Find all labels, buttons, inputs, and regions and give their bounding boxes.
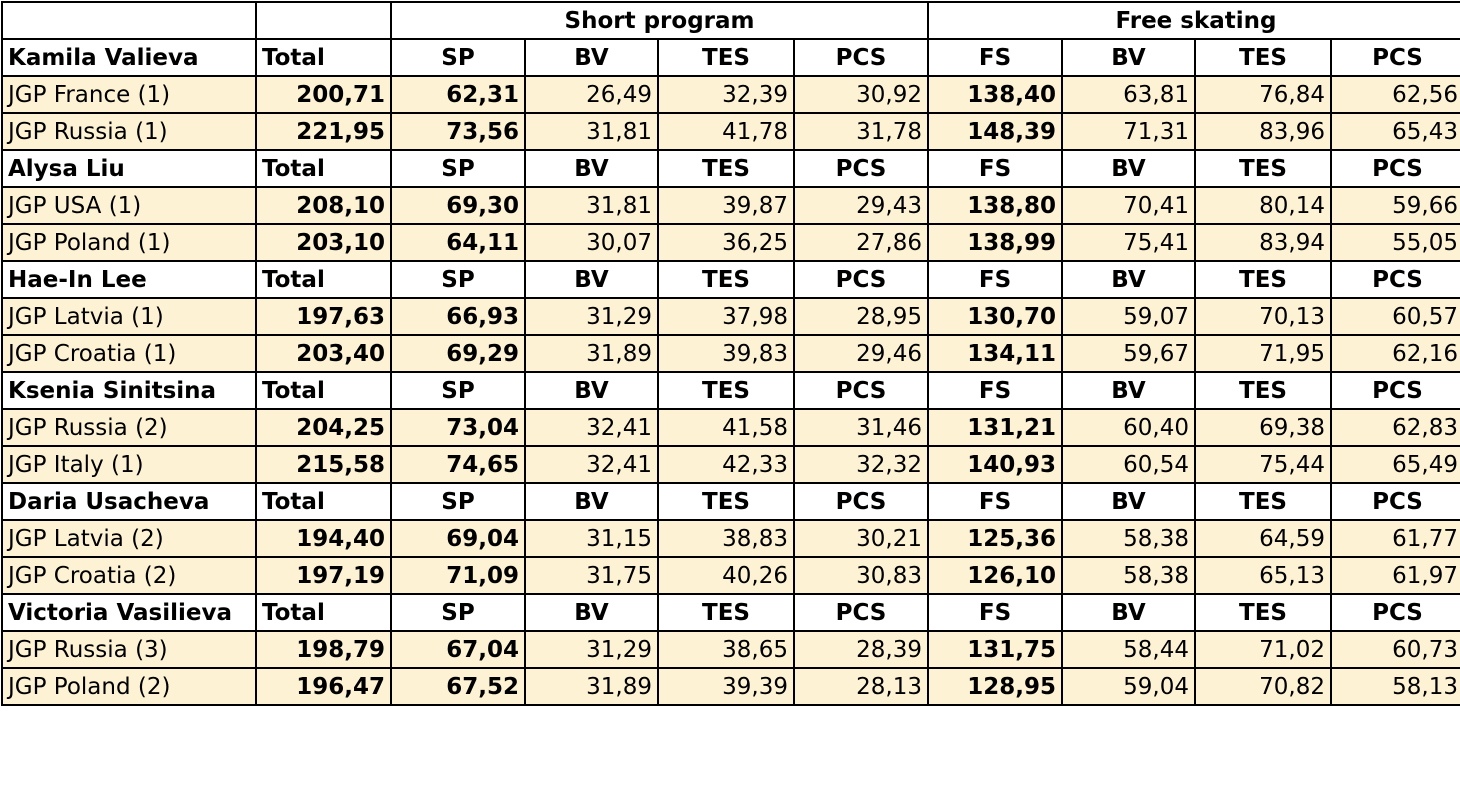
table-row xyxy=(2,187,1460,224)
sp-pcs: 28,95 xyxy=(794,298,928,335)
total-score: 200,71 xyxy=(256,76,391,113)
col-header-fs-pcs: PCS xyxy=(1331,594,1460,631)
col-header-fs: FS xyxy=(928,150,1062,187)
total-score: 203,40 xyxy=(256,335,391,372)
sp-score: 74,65 xyxy=(391,446,525,483)
table-row xyxy=(2,446,1460,483)
fs-pcs: 60,73 xyxy=(1331,631,1460,668)
col-header-fs-tes: TES xyxy=(1195,39,1331,76)
col-header-sp-pcs: PCS xyxy=(794,594,928,631)
sp-bv: 32,41 xyxy=(525,409,658,446)
fs-score: 148,39 xyxy=(928,113,1062,150)
skater-name: Hae-In Lee xyxy=(2,261,256,298)
skater-name: Victoria Vasilieva xyxy=(2,594,256,631)
table-row xyxy=(2,520,1460,557)
fs-tes: 65,13 xyxy=(1195,557,1331,594)
fs-pcs: 61,77 xyxy=(1331,520,1460,557)
sp-pcs: 31,46 xyxy=(794,409,928,446)
col-header-fs-pcs: PCS xyxy=(1331,483,1460,520)
col-header-sp: SP xyxy=(391,372,525,409)
fs-pcs: 59,66 xyxy=(1331,187,1460,224)
skater-header-row xyxy=(2,150,1460,187)
sp-pcs: 27,86 xyxy=(794,224,928,261)
col-header-total: Total xyxy=(256,372,391,409)
sp-bv: 31,89 xyxy=(525,335,658,372)
event-name: JGP Italy (1) xyxy=(2,446,256,483)
total-score: 196,47 xyxy=(256,668,391,705)
fs-bv: 71,31 xyxy=(1062,113,1195,150)
table-row xyxy=(2,557,1460,594)
sp-score: 73,56 xyxy=(391,113,525,150)
total-score: 197,63 xyxy=(256,298,391,335)
sp-tes: 40,26 xyxy=(658,557,794,594)
col-header-fs-pcs: PCS xyxy=(1331,150,1460,187)
fs-tes: 83,96 xyxy=(1195,113,1331,150)
sp-tes: 39,87 xyxy=(658,187,794,224)
event-name: JGP Russia (1) xyxy=(2,113,256,150)
fs-bv: 75,41 xyxy=(1062,224,1195,261)
fs-bv: 60,40 xyxy=(1062,409,1195,446)
sp-score: 69,30 xyxy=(391,187,525,224)
fs-tes: 70,13 xyxy=(1195,298,1331,335)
fs-tes: 76,84 xyxy=(1195,76,1331,113)
fs-pcs: 60,57 xyxy=(1331,298,1460,335)
sp-score: 64,11 xyxy=(391,224,525,261)
col-header-sp-tes: TES xyxy=(658,483,794,520)
fs-tes: 71,95 xyxy=(1195,335,1331,372)
col-header-sp-bv: BV xyxy=(525,594,658,631)
total-score: 204,25 xyxy=(256,409,391,446)
fs-tes: 64,59 xyxy=(1195,520,1331,557)
col-header-sp-pcs: PCS xyxy=(794,372,928,409)
col-header-fs-bv: BV xyxy=(1062,372,1195,409)
sp-score: 67,52 xyxy=(391,668,525,705)
sp-pcs: 30,21 xyxy=(794,520,928,557)
sp-tes: 41,58 xyxy=(658,409,794,446)
sp-tes: 39,39 xyxy=(658,668,794,705)
event-name: JGP Poland (1) xyxy=(2,224,256,261)
fs-score: 131,75 xyxy=(928,631,1062,668)
fs-tes: 70,82 xyxy=(1195,668,1331,705)
fs-bv: 63,81 xyxy=(1062,76,1195,113)
fs-score: 140,93 xyxy=(928,446,1062,483)
event-name: JGP Russia (3) xyxy=(2,631,256,668)
col-header-sp-pcs: PCS xyxy=(794,261,928,298)
skater-name: Ksenia Sinitsina xyxy=(2,372,256,409)
col-header-sp: SP xyxy=(391,39,525,76)
event-name: JGP Poland (2) xyxy=(2,668,256,705)
event-name: JGP Latvia (2) xyxy=(2,520,256,557)
sp-tes: 37,98 xyxy=(658,298,794,335)
table-row xyxy=(2,76,1460,113)
fs-bv: 59,67 xyxy=(1062,335,1195,372)
sp-bv: 26,49 xyxy=(525,76,658,113)
table-row xyxy=(2,631,1460,668)
col-header-sp: SP xyxy=(391,594,525,631)
col-header-fs-bv: BV xyxy=(1062,39,1195,76)
fs-pcs: 61,97 xyxy=(1331,557,1460,594)
sp-pcs: 31,78 xyxy=(794,113,928,150)
total-score: 197,19 xyxy=(256,557,391,594)
col-header-sp-tes: TES xyxy=(658,39,794,76)
table-row xyxy=(2,335,1460,372)
sp-bv: 31,81 xyxy=(525,187,658,224)
sp-tes: 42,33 xyxy=(658,446,794,483)
col-header-total: Total xyxy=(256,261,391,298)
col-header-fs-bv: BV xyxy=(1062,483,1195,520)
fs-score: 131,21 xyxy=(928,409,1062,446)
skater-header-row xyxy=(2,594,1460,631)
col-header-total: Total xyxy=(256,483,391,520)
total-score: 208,10 xyxy=(256,187,391,224)
fs-pcs: 58,13 xyxy=(1331,668,1460,705)
event-name: JGP France (1) xyxy=(2,76,256,113)
col-header-fs-pcs: PCS xyxy=(1331,39,1460,76)
col-header-fs-tes: TES xyxy=(1195,261,1331,298)
section-header-row xyxy=(2,2,1460,39)
fs-score: 128,95 xyxy=(928,668,1062,705)
col-header-total: Total xyxy=(256,594,391,631)
short-program-header: Short program xyxy=(391,2,928,39)
col-header-fs-pcs: PCS xyxy=(1331,261,1460,298)
fs-tes: 80,14 xyxy=(1195,187,1331,224)
scores-table xyxy=(1,1,1460,706)
sp-score: 69,29 xyxy=(391,335,525,372)
fs-tes: 69,38 xyxy=(1195,409,1331,446)
fs-score: 126,10 xyxy=(928,557,1062,594)
sp-pcs: 28,39 xyxy=(794,631,928,668)
fs-tes: 83,94 xyxy=(1195,224,1331,261)
table-row xyxy=(2,113,1460,150)
sp-score: 62,31 xyxy=(391,76,525,113)
fs-pcs: 62,56 xyxy=(1331,76,1460,113)
event-name: JGP Croatia (1) xyxy=(2,335,256,372)
sp-pcs: 30,92 xyxy=(794,76,928,113)
table-row xyxy=(2,409,1460,446)
col-header-sp-pcs: PCS xyxy=(794,39,928,76)
sp-tes: 36,25 xyxy=(658,224,794,261)
sp-pcs: 29,43 xyxy=(794,187,928,224)
skater-header-row xyxy=(2,39,1460,76)
fs-bv: 59,07 xyxy=(1062,298,1195,335)
sp-pcs: 32,32 xyxy=(794,446,928,483)
sp-score: 66,93 xyxy=(391,298,525,335)
fs-score: 130,70 xyxy=(928,298,1062,335)
col-header-sp-bv: BV xyxy=(525,261,658,298)
event-name: JGP Croatia (2) xyxy=(2,557,256,594)
table-row xyxy=(2,224,1460,261)
col-header-fs: FS xyxy=(928,483,1062,520)
table-row xyxy=(2,298,1460,335)
skater-name: Daria Usacheva xyxy=(2,483,256,520)
col-header-sp-pcs: PCS xyxy=(794,150,928,187)
col-header-sp-tes: TES xyxy=(658,150,794,187)
col-header-sp-bv: BV xyxy=(525,372,658,409)
col-header-fs-tes: TES xyxy=(1195,150,1331,187)
fs-tes: 75,44 xyxy=(1195,446,1331,483)
col-header-fs-bv: BV xyxy=(1062,150,1195,187)
sp-tes: 39,83 xyxy=(658,335,794,372)
col-header-sp-tes: TES xyxy=(658,261,794,298)
col-header-sp-bv: BV xyxy=(525,150,658,187)
fs-bv: 59,04 xyxy=(1062,668,1195,705)
sp-bv: 31,15 xyxy=(525,520,658,557)
total-score: 194,40 xyxy=(256,520,391,557)
total-score: 215,58 xyxy=(256,446,391,483)
fs-pcs: 65,49 xyxy=(1331,446,1460,483)
skater-name: Alysa Liu xyxy=(2,150,256,187)
col-header-fs-pcs: PCS xyxy=(1331,372,1460,409)
col-header-total: Total xyxy=(256,39,391,76)
fs-pcs: 55,05 xyxy=(1331,224,1460,261)
fs-pcs: 62,83 xyxy=(1331,409,1460,446)
sp-bv: 31,89 xyxy=(525,668,658,705)
sp-tes: 38,83 xyxy=(658,520,794,557)
skater-header-row xyxy=(2,483,1460,520)
col-header-fs-bv: BV xyxy=(1062,594,1195,631)
col-header-fs-tes: TES xyxy=(1195,594,1331,631)
sp-tes: 38,65 xyxy=(658,631,794,668)
sp-pcs: 30,83 xyxy=(794,557,928,594)
free-skating-header: Free skating xyxy=(928,2,1460,39)
col-header-sp-tes: TES xyxy=(658,372,794,409)
sp-score: 69,04 xyxy=(391,520,525,557)
sp-bv: 31,29 xyxy=(525,298,658,335)
skater-header-row xyxy=(2,261,1460,298)
fs-score: 138,80 xyxy=(928,187,1062,224)
fs-bv: 58,38 xyxy=(1062,520,1195,557)
total-score: 221,95 xyxy=(256,113,391,150)
event-name: JGP USA (1) xyxy=(2,187,256,224)
sp-score: 73,04 xyxy=(391,409,525,446)
sp-bv: 31,29 xyxy=(525,631,658,668)
col-header-sp: SP xyxy=(391,150,525,187)
event-name: JGP Latvia (1) xyxy=(2,298,256,335)
col-header-sp-pcs: PCS xyxy=(794,483,928,520)
col-header-sp-tes: TES xyxy=(658,594,794,631)
sp-score: 71,09 xyxy=(391,557,525,594)
empty-header-cell xyxy=(2,2,256,39)
fs-bv: 60,54 xyxy=(1062,446,1195,483)
col-header-fs-tes: TES xyxy=(1195,483,1331,520)
fs-bv: 58,38 xyxy=(1062,557,1195,594)
sp-bv: 31,75 xyxy=(525,557,658,594)
col-header-fs: FS xyxy=(928,39,1062,76)
fs-tes: 71,02 xyxy=(1195,631,1331,668)
skater-name: Kamila Valieva xyxy=(2,39,256,76)
empty-header-cell xyxy=(256,2,391,39)
sp-tes: 32,39 xyxy=(658,76,794,113)
col-header-fs: FS xyxy=(928,261,1062,298)
sp-pcs: 29,46 xyxy=(794,335,928,372)
col-header-sp-bv: BV xyxy=(525,39,658,76)
fs-score: 138,99 xyxy=(928,224,1062,261)
fs-bv: 70,41 xyxy=(1062,187,1195,224)
col-header-fs: FS xyxy=(928,372,1062,409)
fs-score: 138,40 xyxy=(928,76,1062,113)
sp-score: 67,04 xyxy=(391,631,525,668)
fs-score: 134,11 xyxy=(928,335,1062,372)
total-score: 203,10 xyxy=(256,224,391,261)
sp-bv: 31,81 xyxy=(525,113,658,150)
col-header-fs-tes: TES xyxy=(1195,372,1331,409)
col-header-fs: FS xyxy=(928,594,1062,631)
sp-pcs: 28,13 xyxy=(794,668,928,705)
col-header-total: Total xyxy=(256,150,391,187)
col-header-sp: SP xyxy=(391,483,525,520)
sp-bv: 32,41 xyxy=(525,446,658,483)
fs-pcs: 62,16 xyxy=(1331,335,1460,372)
col-header-sp: SP xyxy=(391,261,525,298)
sp-tes: 41,78 xyxy=(658,113,794,150)
col-header-sp-bv: BV xyxy=(525,483,658,520)
event-name: JGP Russia (2) xyxy=(2,409,256,446)
sp-bv: 30,07 xyxy=(525,224,658,261)
fs-bv: 58,44 xyxy=(1062,631,1195,668)
skater-header-row xyxy=(2,372,1460,409)
col-header-fs-bv: BV xyxy=(1062,261,1195,298)
fs-pcs: 65,43 xyxy=(1331,113,1460,150)
table-row xyxy=(2,668,1460,705)
fs-score: 125,36 xyxy=(928,520,1062,557)
total-score: 198,79 xyxy=(256,631,391,668)
